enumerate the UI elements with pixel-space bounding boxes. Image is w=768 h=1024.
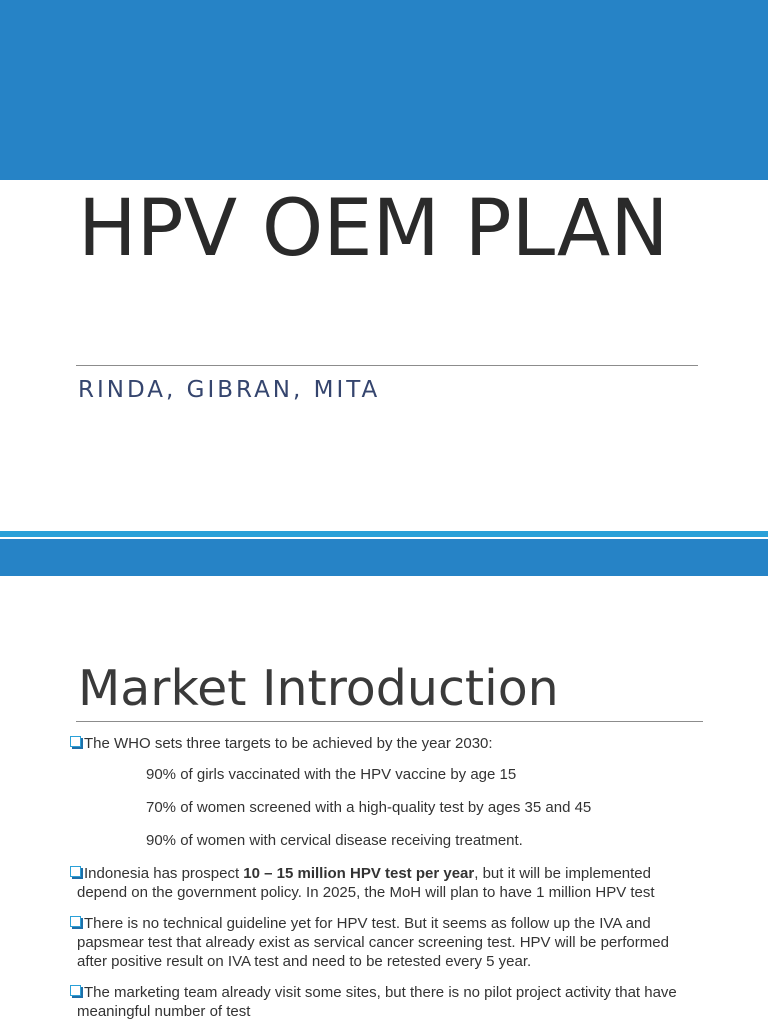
section-divider	[76, 721, 703, 722]
square-bullet-icon	[70, 736, 81, 747]
bullet-text: The WHO sets three targets to be achieved by the year 2030:	[84, 735, 493, 752]
bullet-item	[70, 734, 700, 753]
square-bullet-icon	[70, 866, 81, 877]
bullet-text-lead: Indonesia has prospect	[84, 865, 244, 882]
section-title: Market Introduction	[78, 660, 559, 717]
target-item: 90% of women with cervical disease receiving treatment.	[146, 832, 523, 849]
square-bullet-icon	[70, 916, 81, 927]
slide-divider-band	[0, 539, 768, 576]
bullet-text: The marketing team already visit some sites, but there is no pilot project activity that have meaningful number of test	[77, 984, 677, 1020]
square-bullet-icon	[70, 985, 81, 996]
bullet-item	[70, 864, 700, 902]
bullet-text-highlight: 10 – 15 million HPV test per year	[243, 865, 475, 882]
bullet-text-rest: , but it will be implemented depend on the government policy. In 2025, the MoH will plan to have 1 million HPV test	[77, 865, 655, 901]
target-item: 90% of girls vaccinated with the HPV vaccine by age 15	[146, 766, 517, 783]
slide-title: HPV OEM PLAN	[78, 184, 669, 274]
market-introduction-slide	[0, 576, 768, 1024]
bullet-item	[70, 914, 700, 971]
title-divider	[76, 365, 698, 366]
bullet-item	[70, 983, 700, 1021]
slide-subtitle: RINDA, GIBRAN, MITA	[78, 377, 381, 403]
slide-body	[70, 734, 700, 1024]
header-band	[0, 0, 768, 180]
bullet-text: There is no technical guideline yet for HPV test. But it seems as follow up the IVA and papsmear test that already exist as servical cancer screening test. HPV will be performed after positive result on IVA test and need to be retested every 5 year.	[77, 915, 669, 970]
target-item: 70% of women screened with a high-quality test by ages 35 and 45	[146, 799, 592, 816]
